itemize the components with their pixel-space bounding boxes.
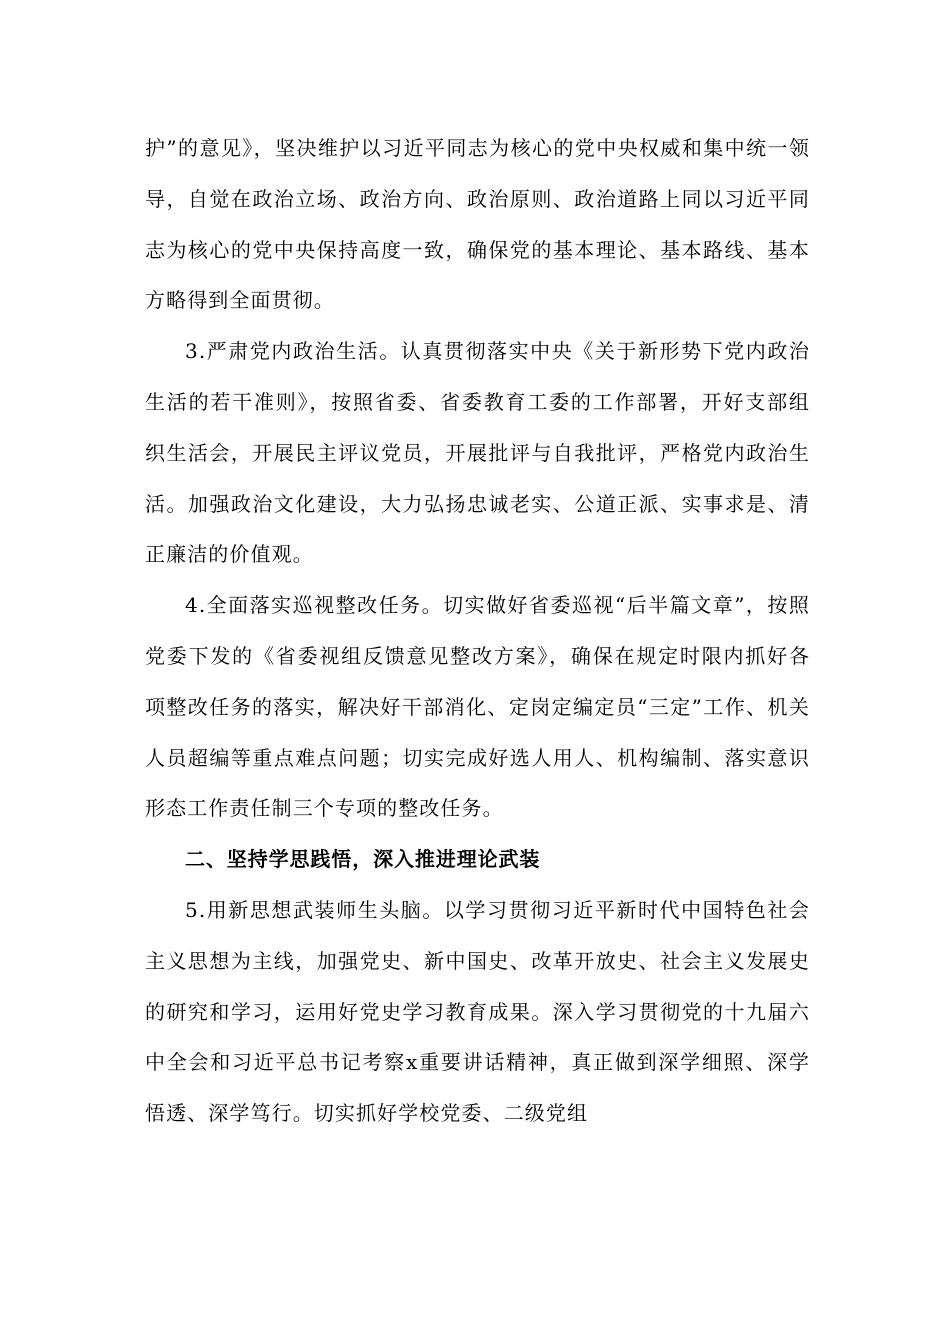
paragraph-item-5: 5.用新思想武装师生头脑。以学习贯彻习近平新时代中国特色社会主义思想为主线，加强党史、新中国史、改革开放史、社会主义发展史的研究和学习，运用好党史学习教育成果。深入学习贯彻党的十九届六中全会和习近平总书记考察x重要讲话精神，真正做到深学细照、深学悟透、深学笃行。切实抓好学校党委、二级党组: [145, 897, 810, 1126]
paragraph-continuation: 护”的意见》，坚决维护以习近平同志为核心的党中央权威和集中统一领导，自觉在政治立场、政治方向、政治原则、政治道路上同以习近平同志为核心的党中央保持高度一致，确保党的基本理论、基本路线、基本方略得到全面贯彻。: [145, 136, 810, 313]
section-heading: 二、坚持学思践悟，深入推进理论武装: [185, 847, 541, 872]
paragraph-item-4: 4.全面落实巡视整改任务。切实做好省委巡视“后半篇文章”，按照党委下发的《省委视组反馈意见整改方案》，确保在规定时限内抓好各项整改任务的落实，解决好干部消化、定岗定编定员“三定”工作、机关人员超编等重点难点问题；切实完成好选人用人、机构编制、落实意识形态工作责任制三个专项的整改任务。: [145, 593, 810, 821]
document-page: [145, 123, 810, 1139]
paragraph-item-3: 3.严肃党内政治生活。认真贯彻落实中央《关于新形势下党内政治生活的若干准则》，按照省委、省委教育工委的工作部署，开好支部组织生活会，开展民主评议党员，开展批评与自我批评，严格党内政治生活。加强政治文化建设，大力弘扬忠诚老实、公道正派、实事求是、清正廉洁的价值观。: [145, 339, 810, 567]
